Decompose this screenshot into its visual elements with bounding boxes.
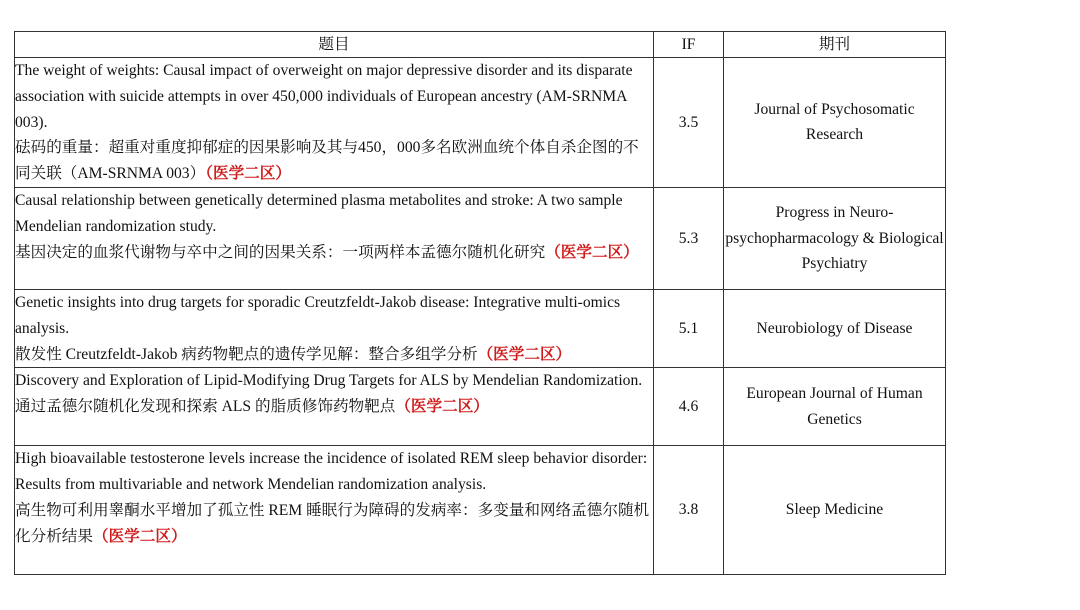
- table-row: [15, 58, 946, 188]
- paper-title-cell: [15, 446, 654, 575]
- paper-title-cell: [15, 368, 654, 446]
- table-row: [15, 446, 946, 575]
- paper-title-cell: [15, 187, 654, 289]
- journal-name: European Journal of Human Genetics: [724, 368, 946, 446]
- paper-title-en: Discovery and Exploration of Lipid-Modifying Drug Targets for ALS by Mendelian Randomization.: [15, 372, 643, 390]
- paper-title-zh: 高生物可利用睾酮水平增加了孤立性 REM 睡眠行为障碍的发病率：多变量和网络孟德尔随机化分析结果: [15, 501, 650, 545]
- paper-title-en: High bioavailable testosterone levels increase the incidence of isolated REM sleep behavior disorder: Results from multivariable and network Mendelian randomization analysis.: [15, 450, 648, 494]
- paper-title-en: The weight of weights: Causal impact of overweight on major depressive disorder and its disparate association with suicide attempts in over 450,000 individuals of European ancestry (AM-SRNMA 003).: [15, 62, 633, 131]
- paper-title-cell: [15, 289, 654, 367]
- impact-factor: 5.1: [654, 289, 724, 367]
- paper-title-zh: 基因决定的血浆代谢物与卒中之间的因果关系：一项两样本孟德尔随机化研究: [15, 243, 546, 261]
- impact-factor: 3.5: [654, 58, 724, 188]
- impact-factor: 5.3: [654, 187, 724, 289]
- journal-name: Journal of Psychosomatic Research: [724, 58, 946, 188]
- journal-name: Progress in Neuro-psychopharmacology & Biological Psychiatry: [724, 187, 946, 289]
- paper-title-zh: 散发性 Creutzfeldt-Jakob 病药物靶点的遗传学见解：整合多组学分析: [15, 345, 478, 363]
- table-row: [15, 187, 946, 289]
- zone-badge: （医学二区）: [395, 398, 489, 416]
- zone-badge: （医学二区）: [477, 345, 572, 363]
- impact-factor: 3.8: [654, 446, 724, 575]
- publication-table: [14, 31, 946, 575]
- paper-title-cell: [15, 58, 654, 188]
- zone-badge: （医学二区）: [545, 243, 639, 261]
- header-impact-factor: IF: [654, 32, 724, 58]
- table-row: [15, 289, 946, 367]
- paper-title-zh: 砝码的重量：超重对重度抑郁症的因果影响及其与450，000多名欧洲血统个体自杀企图的不同关联（AM-SRNMA 003）: [15, 139, 639, 183]
- table-header-row: [15, 32, 946, 58]
- header-title: 题目: [15, 32, 654, 58]
- zone-badge: （医学二区）: [205, 165, 291, 183]
- journal-name: Sleep Medicine: [724, 446, 946, 575]
- impact-factor: 4.6: [654, 368, 724, 446]
- paper-title-en: Genetic insights into drug targets for sporadic Creutzfeldt-Jakob disease: Integrative multi-omics analysis.: [15, 293, 621, 337]
- table-row: [15, 368, 946, 446]
- journal-name: Neurobiology of Disease: [724, 289, 946, 367]
- zone-badge: （医学二区）: [92, 527, 187, 545]
- paper-title-zh: 通过孟德尔随机化发现和探索 ALS 的脂质修饰药物靶点: [15, 398, 396, 416]
- paper-title-en: Causal relationship between genetically determined plasma metabolites and stroke: A two sample Mendelian randomization study.: [15, 191, 623, 235]
- header-journal: 期刊: [724, 32, 946, 58]
